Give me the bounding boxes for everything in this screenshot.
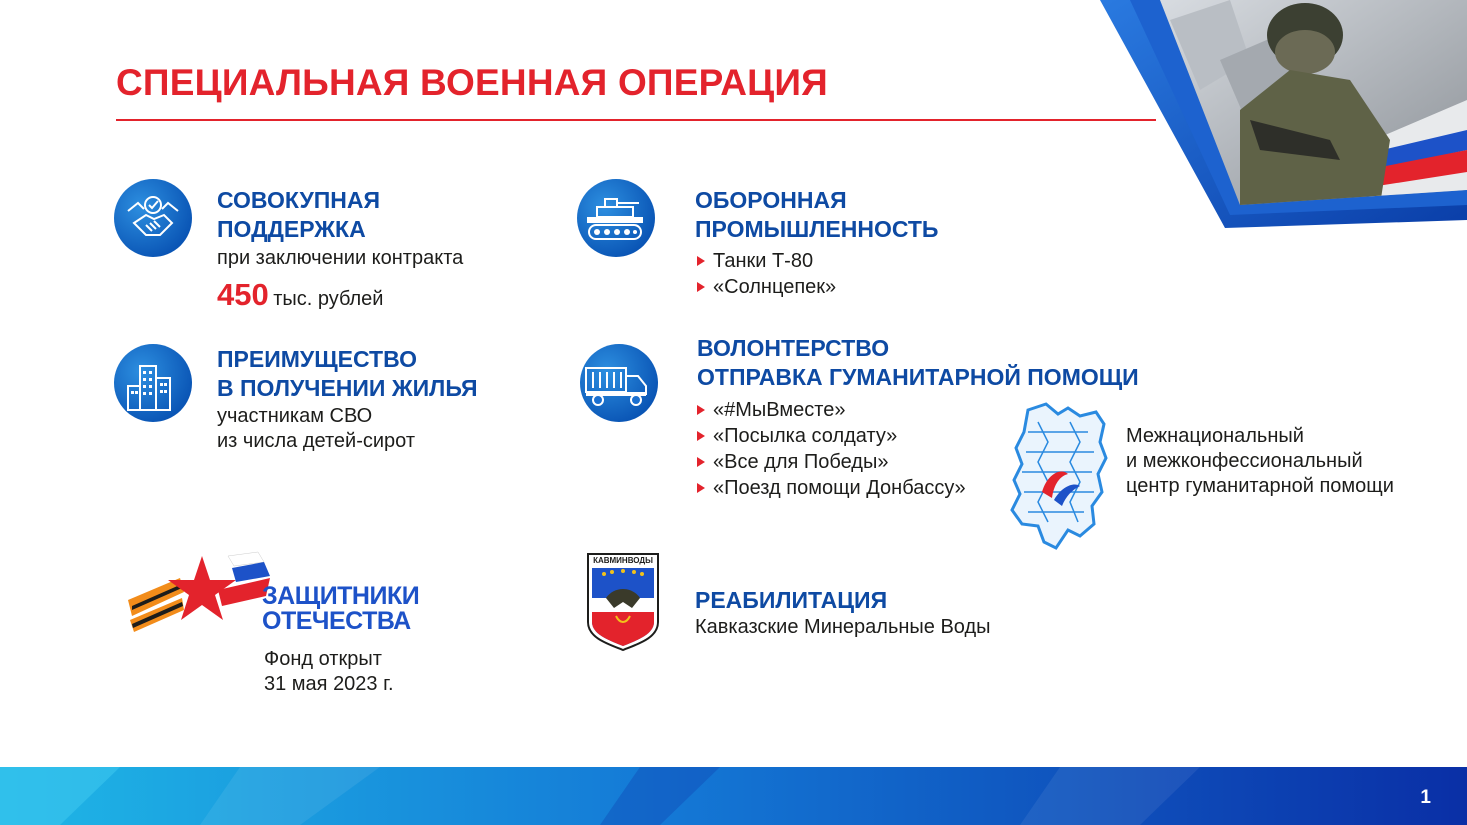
list-item: «Солнцепек» (695, 274, 836, 300)
buildings-icon (114, 344, 192, 422)
rehab-text: Кавказские Минеральные Воды (695, 616, 991, 638)
truck-icon (580, 344, 658, 422)
housing-heading: ПРЕИМУЩЕСТВО В ПОЛУЧЕНИИ ЖИЛЬЯ (217, 346, 478, 401)
title-underline (116, 119, 1156, 121)
page-number: 1 (1420, 787, 1431, 808)
housing-text: участникам СВО из числа детей-сирот (217, 405, 415, 452)
list-item: Танки Т-80 (695, 248, 836, 274)
defenders-fund-logo-icon (124, 550, 274, 640)
volunteer-heading: ВОЛОНТЕРСТВО ОТПРАВКА ГУМАНИТАРНОЙ ПОМОЩИ (697, 335, 1139, 390)
volunteer-list (695, 397, 966, 501)
fund-text: Фонд открыт 31 мая 2023 г. (264, 648, 394, 695)
list-item: «Поезд помощи Донбассу» (695, 475, 966, 501)
defense-list (695, 248, 836, 300)
rehab-heading: РЕАБИЛИТАЦИЯ (695, 587, 888, 613)
coat-of-arms-icon (586, 552, 660, 652)
handshake-icon (114, 179, 192, 257)
list-item: «#МыВместе» (695, 397, 966, 423)
support-text: при заключении контракта (217, 247, 464, 269)
page-title: СПЕЦИАЛЬНАЯ ВОЕННАЯ ОПЕРАЦИЯ (116, 62, 828, 103)
list-item: «Все для Победы» (695, 449, 966, 475)
center-text: Межнациональный и межконфессиональный центр гуманитарной помощи (1126, 425, 1394, 497)
kavminvody-emblem (586, 552, 660, 652)
support-heading: СОВОКУПНАЯ ПОДДЕРЖКА (217, 187, 381, 242)
amount-unit: тыс. рублей (273, 288, 384, 310)
list-item: «Посылка солдату» (695, 423, 966, 449)
emblem-label: КАВМИНВОДЫ (593, 556, 653, 565)
fund-logo-text: ЗАЩИТНИКИ ОТЕЧЕСТВА (262, 582, 420, 635)
defense-heading: ОБОРОННАЯ ПРОМЫШЛЕННОСТЬ (695, 187, 939, 242)
tank-icon (577, 179, 655, 257)
amount-value: 450 (217, 277, 269, 312)
support-amount (217, 277, 383, 313)
soldier-banner-image (1090, 0, 1467, 230)
footer-band (0, 767, 1467, 825)
region-map-icon (1008, 402, 1110, 554)
